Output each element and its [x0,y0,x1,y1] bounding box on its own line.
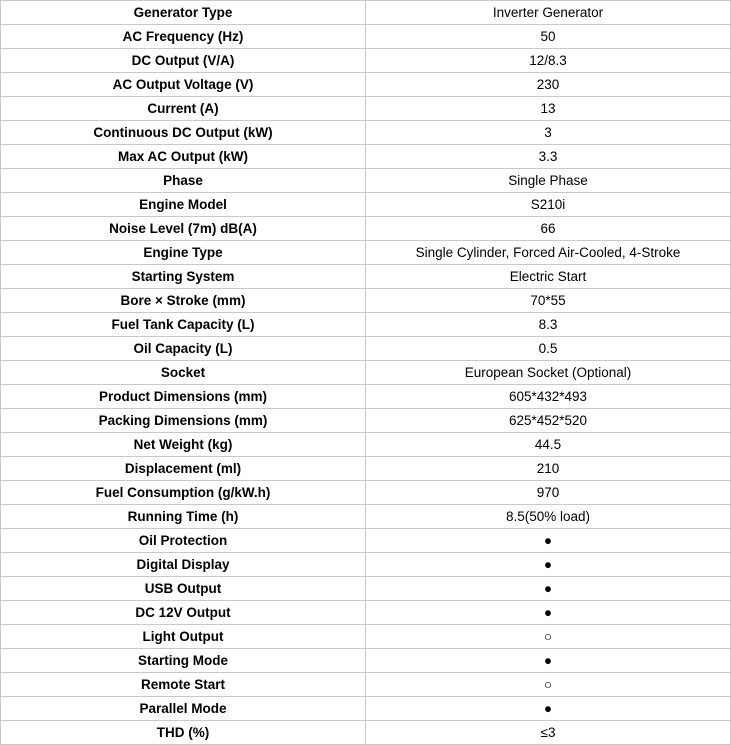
spec-row [1,529,731,553]
spec-row [1,121,731,145]
spec-row [1,145,731,169]
spec-value: Electric Start [366,265,731,289]
spec-label: Max AC Output (kW) [1,145,366,169]
spec-value: ● [366,601,731,625]
spec-row [1,169,731,193]
spec-value: ● [366,529,731,553]
spec-value: 210 [366,457,731,481]
spec-label: Light Output [1,625,366,649]
spec-label: Oil Capacity (L) [1,337,366,361]
spec-value: 3 [366,121,731,145]
spec-row [1,97,731,121]
spec-label: Packing Dimensions (mm) [1,409,366,433]
spec-label: Generator Type [1,1,366,25]
spec-value: 230 [366,73,731,97]
spec-row [1,505,731,529]
spec-table-body [1,1,731,745]
spec-value: ○ [366,625,731,649]
spec-label: Net Weight (kg) [1,433,366,457]
spec-label: Current (A) [1,97,366,121]
spec-value: European Socket (Optional) [366,361,731,385]
spec-row [1,553,731,577]
spec-row [1,193,731,217]
spec-label: Socket [1,361,366,385]
spec-row [1,481,731,505]
spec-value: 70*55 [366,289,731,313]
spec-value: 970 [366,481,731,505]
spec-row [1,409,731,433]
spec-value: 8.3 [366,313,731,337]
spec-row [1,697,731,721]
spec-row [1,73,731,97]
spec-label: Continuous DC Output (kW) [1,121,366,145]
spec-value: ○ [366,673,731,697]
spec-row [1,649,731,673]
spec-row [1,577,731,601]
spec-label: USB Output [1,577,366,601]
spec-value: Single Phase [366,169,731,193]
spec-value: 44.5 [366,433,731,457]
spec-value: 50 [366,25,731,49]
spec-label: Starting System [1,265,366,289]
spec-value: Single Cylinder, Forced Air-Cooled, 4-Stroke [366,241,731,265]
spec-row [1,217,731,241]
spec-row [1,49,731,73]
spec-row [1,361,731,385]
spec-row [1,25,731,49]
spec-value: ● [366,577,731,601]
spec-value: 0.5 [366,337,731,361]
spec-label: Noise Level (7m) dB(A) [1,217,366,241]
spec-label: Parallel Mode [1,697,366,721]
spec-row [1,265,731,289]
spec-label: Fuel Tank Capacity (L) [1,313,366,337]
spec-label: Engine Model [1,193,366,217]
spec-value: 3.3 [366,145,731,169]
spec-label: Bore × Stroke (mm) [1,289,366,313]
spec-value: ● [366,649,731,673]
spec-row [1,601,731,625]
spec-label: Oil Protection [1,529,366,553]
spec-label: Digital Display [1,553,366,577]
spec-value: 13 [366,97,731,121]
spec-value: 605*432*493 [366,385,731,409]
spec-row [1,673,731,697]
spec-label: DC 12V Output [1,601,366,625]
spec-label: AC Output Voltage (V) [1,73,366,97]
spec-label: Running Time (h) [1,505,366,529]
spec-label: Product Dimensions (mm) [1,385,366,409]
spec-label: DC Output (V/A) [1,49,366,73]
spec-label: Engine Type [1,241,366,265]
spec-row [1,457,731,481]
spec-value: 625*452*520 [366,409,731,433]
spec-row [1,721,731,745]
spec-value: ● [366,697,731,721]
spec-row [1,1,731,25]
spec-row [1,385,731,409]
spec-label: THD (%) [1,721,366,745]
spec-value: Inverter Generator [366,1,731,25]
spec-row [1,625,731,649]
spec-label: Displacement (ml) [1,457,366,481]
spec-label: Starting Mode [1,649,366,673]
spec-label: Remote Start [1,673,366,697]
spec-value: ≤3 [366,721,731,745]
spec-value: 12/8.3 [366,49,731,73]
spec-label: Fuel Consumption (g/kW.h) [1,481,366,505]
spec-row [1,313,731,337]
spec-label: Phase [1,169,366,193]
spec-label: AC Frequency (Hz) [1,25,366,49]
spec-row [1,433,731,457]
spec-value: ● [366,553,731,577]
spec-row [1,337,731,361]
spec-value: 8.5(50% load) [366,505,731,529]
spec-row [1,241,731,265]
spec-value: S210i [366,193,731,217]
spec-value: 66 [366,217,731,241]
spec-row [1,289,731,313]
